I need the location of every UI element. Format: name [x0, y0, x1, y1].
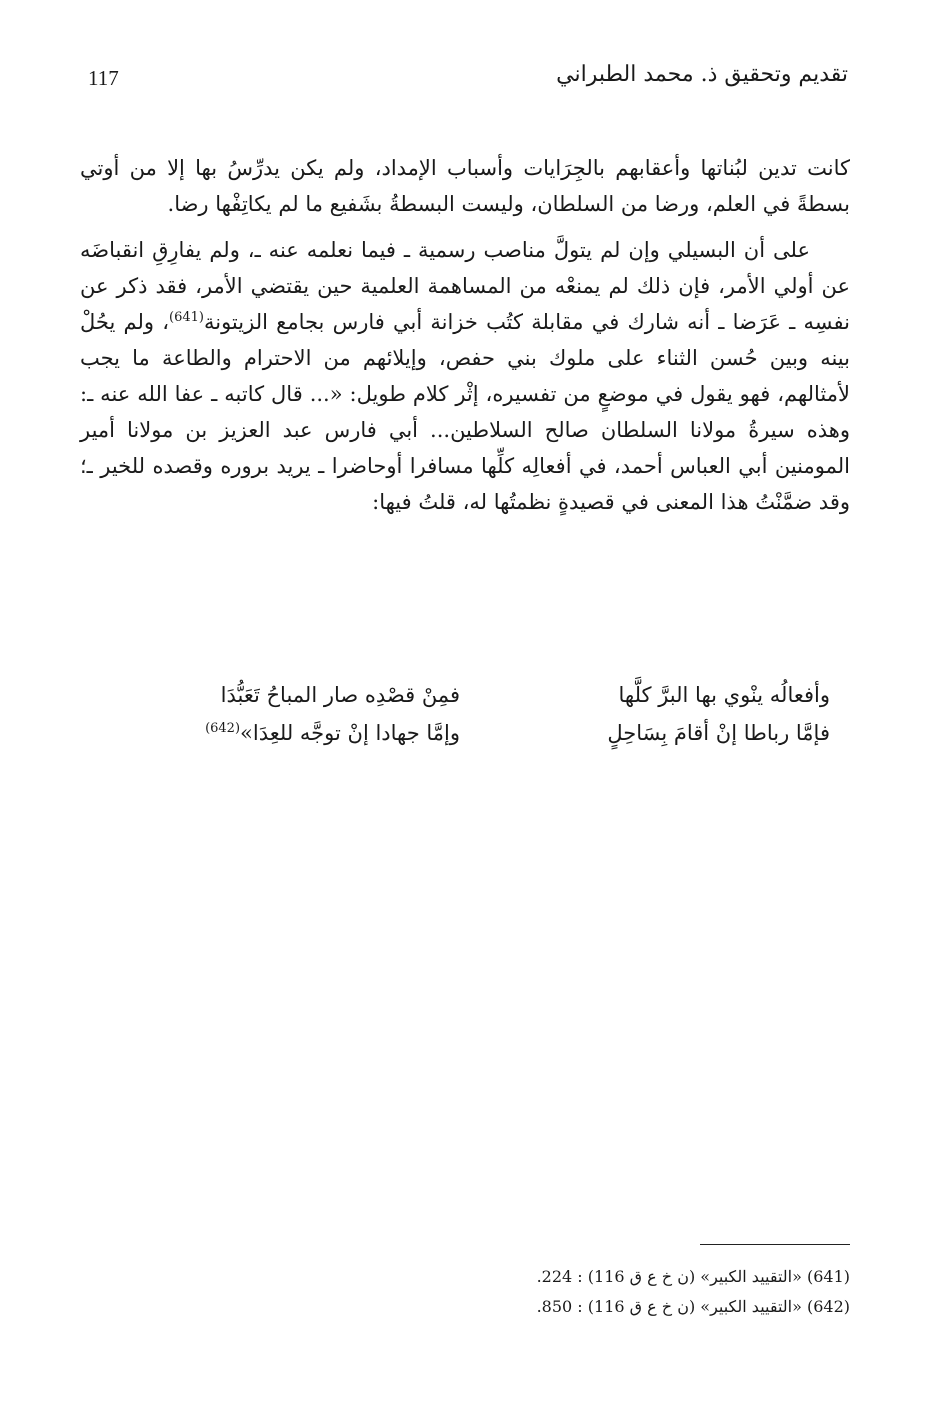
paragraph-2-part-2: ، ولم يحُلْ بينه وبين حُسن الثناء على ملوك بني حفص، وإيلائهم من الاحترام والطاعة ما يجب لأمثالهم، فهو يقول في موضعٍ من تفسيره، إثْر كلام طويل: «... قال كاتبه ـ عفا الله عنه ـ: وهذه سيرةُ مولانا السلطان صالح السلاطين... أبي فارس عبد العزيز بن مولانا أمير المومنين أبي العباس أحمد، في أفعالِه كلِّها مسافرا أوحاضرا ـ يريد بروره وقصده للخير ـ؛ وقد ضمَّنْتُ هذا المعنى في قصيدةٍ نظمتُها له، قلتُ فيها:	[80, 310, 850, 514]
footnote-641: (641) «التقييد الكبير» (ن خ ع ق 116) : 224.	[536, 1267, 850, 1286]
main-text	[80, 150, 850, 520]
running-title: تقديم وتحقيق ذ. محمد الطبراني	[556, 62, 848, 87]
page-header	[88, 62, 848, 102]
paragraph-2-part-1: على أن البسيلي وإن لم يتولَّ مناصب رسمية ـ فيما نعلمه عنه ـ، ولم يفارِقِ انقباضَه عن أولي الأمر، فإن ذلك لم يمنعْه من المساهمة العلمية حين يقتضي الأمر، فقد ذكر عن نفسِه ـ عَرَضا ـ أنه شارك في مقابلة كتُب خزانة أبي فارس بجامع الزيتونة	[80, 238, 850, 334]
poem-verses	[130, 676, 830, 752]
verse-line	[130, 676, 830, 714]
verse-line	[130, 714, 830, 752]
verse-first-hemistich: فإمَّا رباطا إنْ أقامَ بِسَاحِلٍ	[607, 721, 830, 745]
footnote-divider	[700, 1244, 850, 1245]
verse-first-hemistich: وأفعالُه ينْوي بها البرَّ كلَّها	[618, 683, 830, 707]
footnote-ref-642[interactable]: (642)	[205, 721, 241, 736]
footnotes	[450, 1262, 850, 1322]
verse-second-hemistich	[130, 714, 460, 752]
footnote-642: (642) «التقييد الكبير» (ن خ ع ق 116) : 850.	[536, 1297, 850, 1316]
verse-second-hemistich-text: وإمَّا جهادا إنْ توجَّه للعِدَا»	[240, 721, 460, 745]
footnote-ref-641[interactable]: (641)	[169, 310, 204, 325]
paragraph-1: كانت تدين لبُناتها وأعقابهم بالجِرَايات وأسباب الإمداد، ولم يكن يدرِّسُ بها إلا من أوتي بسطةً في العلم، ورضا من السلطان، وليست البسطةُ بشَفيع ما لم يكاتِفْها رضا.	[80, 156, 850, 216]
verse-second-hemistich: فمِنْ قصْدِه صار المباحُ تَعَبُّدَا	[220, 683, 460, 707]
paragraph-2	[80, 232, 850, 520]
page-number: 117	[88, 66, 119, 90]
